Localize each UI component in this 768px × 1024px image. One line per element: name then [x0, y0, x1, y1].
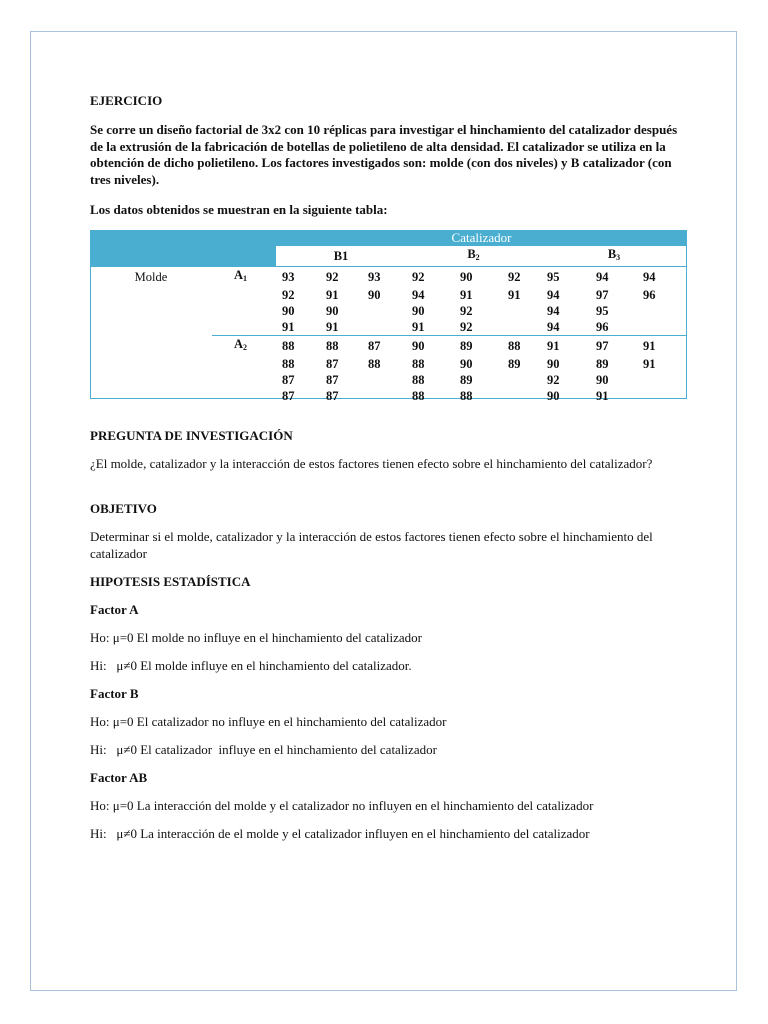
data-cell: 88	[276, 335, 320, 356]
data-cell: 87	[282, 372, 295, 387]
data-cell: 88	[320, 335, 362, 356]
data-cell: 87	[282, 388, 295, 403]
empty-cell	[212, 372, 276, 388]
data-cell: 92	[508, 269, 521, 284]
data-cell: 91	[326, 287, 339, 302]
factor-b-heading: Factor B	[90, 686, 139, 701]
empty-cell	[212, 319, 276, 336]
objective-text: Determinar si el molde, catalizador y la interacción de estos factores tienen efecto sobre el hinchamiento del catalizador	[90, 529, 653, 561]
data-cell	[637, 372, 687, 388]
data-cell: 87	[362, 335, 406, 356]
data-cell	[362, 388, 406, 404]
empty-cell	[90, 335, 212, 356]
data-cell: 94	[412, 287, 425, 302]
factor-ab-ho: Ho: μ=0 La interacción del molde y el catalizador no influyen en el hinchamiento del catalizador	[90, 798, 594, 813]
data-cell	[502, 388, 541, 404]
data-cell: 90	[547, 388, 560, 403]
data-cell	[362, 372, 406, 388]
a1-group	[90, 267, 687, 336]
data-cell	[637, 319, 687, 336]
table-row	[90, 267, 687, 287]
data-cell: 91	[596, 388, 609, 403]
data-cell: 88	[460, 388, 473, 403]
empty-cell	[90, 287, 212, 303]
empty-cell	[212, 303, 276, 319]
hypothesis-heading: HIPOTESIS ESTADÍSTICA	[90, 574, 251, 589]
data-cell: 92	[326, 269, 339, 284]
data-cell	[502, 319, 541, 336]
data-cell: 90	[326, 303, 339, 318]
data-cell: 89	[460, 372, 473, 387]
data-cell: 91	[508, 287, 521, 302]
factor-a-level-label: $A_1$	[234, 267, 248, 283]
factor-a-heading: Factor A	[90, 602, 139, 617]
data-cell: 94	[643, 269, 656, 284]
empty-cell	[90, 356, 212, 372]
data-cell: 94	[547, 303, 560, 318]
data-cell: 90	[547, 356, 560, 371]
empty-cell	[212, 356, 276, 372]
data-cell: 93	[282, 269, 295, 284]
data-cell: 95	[547, 269, 560, 284]
data-cell: 88	[368, 356, 381, 371]
factor-a-level-label: $A_2$	[212, 335, 276, 356]
data-cell: 93	[368, 269, 381, 284]
data-cell: 88	[412, 372, 425, 387]
data-cell: 91	[282, 319, 295, 334]
data-cell: 90	[460, 269, 473, 284]
data-cell: 96	[643, 287, 656, 302]
data-cell: 90	[596, 372, 609, 387]
exercise-title: EJERCICIO	[90, 93, 163, 108]
data-cell: 89	[596, 356, 609, 371]
data-cell: 90	[406, 335, 454, 356]
data-cell: 92	[412, 269, 425, 284]
data-cell	[502, 372, 541, 388]
data-cell: 91	[643, 356, 656, 371]
factor-a-ho: Ho: μ=0 El molde no influye en el hinchamiento del catalizador	[90, 630, 422, 645]
data-cell: 89	[508, 356, 521, 371]
table-intro: Los datos obtenidos se muestran en la siguiente tabla:	[90, 202, 388, 217]
data-cell: 96	[596, 319, 609, 334]
a2-group	[90, 335, 687, 404]
question-text: ¿El molde, catalizador y la interacción de estos factores tienen efecto sobre el hinchamiento del catalizador?	[90, 456, 653, 471]
table-row	[90, 372, 687, 388]
empty-cell	[90, 388, 212, 404]
table-row	[90, 319, 687, 336]
data-cell: 88	[282, 356, 295, 371]
empty-cell	[212, 287, 276, 303]
b1-header: B1	[276, 246, 406, 267]
empty-cell	[212, 388, 276, 404]
data-cell: 90	[460, 356, 473, 371]
data-cell: 92	[460, 319, 473, 334]
objective-heading: OBJETIVO	[90, 501, 157, 516]
data-cell: 97	[590, 335, 637, 356]
table-row	[90, 287, 687, 303]
data-cell: 88	[412, 388, 425, 403]
data-cell: 94	[547, 287, 560, 302]
data-table	[90, 230, 687, 404]
data-cell: 92	[547, 372, 560, 387]
data-cell: 90	[412, 303, 425, 318]
data-cell: 91	[326, 319, 339, 334]
data-cell: 90	[368, 287, 381, 302]
factor-b-ho: Ho: μ=0 El catalizador no influye en el hinchamiento del catalizador	[90, 714, 447, 729]
table-row	[90, 388, 687, 404]
data-cell: 91	[412, 319, 425, 334]
table-row	[90, 356, 687, 372]
data-cell	[637, 388, 687, 404]
catalizador-header: Catalizador	[276, 230, 687, 246]
table-row	[90, 303, 687, 319]
data-cell: 87	[326, 388, 339, 403]
data-cell: 92	[282, 287, 295, 302]
data-cell: 95	[596, 303, 609, 318]
data-cell: 90	[282, 303, 295, 318]
data-cell: 87	[326, 372, 339, 387]
data-cell: 91	[637, 335, 687, 356]
data-cell: 89	[454, 335, 502, 356]
factor-ab-heading: Factor AB	[90, 770, 148, 785]
data-cell: 97	[596, 287, 609, 302]
empty-cell	[90, 303, 212, 319]
molde-label: Molde	[134, 269, 168, 284]
data-cell	[502, 303, 541, 319]
data-cell	[637, 303, 687, 319]
data-cell: 91	[541, 335, 590, 356]
intro-paragraph: Se corre un diseño factorial de 3x2 con 10 réplicas para investigar el hinchamiento del catalizador después de la extrusión de la fabricación de botellas de polietileno de alta densidad. El catalizador se utiliza en la obtención de dicho polietileno. Los factores investigados son: molde (con dos niveles) y B catalizador (con tres niveles).	[90, 122, 678, 187]
data-cell	[362, 319, 406, 336]
data-cell: 87	[326, 356, 339, 371]
data-cell	[362, 303, 406, 319]
empty-cell	[90, 372, 212, 388]
data-cell: 94	[547, 319, 560, 334]
empty-cell	[90, 319, 212, 336]
data-cell: 88	[412, 356, 425, 371]
data-cell: 94	[596, 269, 609, 284]
data-cell: 88	[502, 335, 541, 356]
factor-b-hi: Hi: μ≠0 El catalizador influye en el hinchamiento del catalizador	[90, 742, 437, 757]
b3-header: $B_3$	[541, 246, 687, 267]
data-cell: 92	[460, 303, 473, 318]
factor-a-hi: Hi: μ≠0 El molde influye en el hinchamiento del catalizador.	[90, 658, 412, 673]
table-row	[90, 335, 687, 356]
b2-header: $B_2$	[406, 246, 541, 267]
factor-ab-hi: Hi: μ≠0 La interacción de el molde y el catalizador influyen en el hinchamiento del catalizador	[90, 826, 590, 841]
question-heading: PREGUNTA DE INVESTIGACIÓN	[90, 428, 293, 443]
data-cell: 91	[460, 287, 473, 302]
